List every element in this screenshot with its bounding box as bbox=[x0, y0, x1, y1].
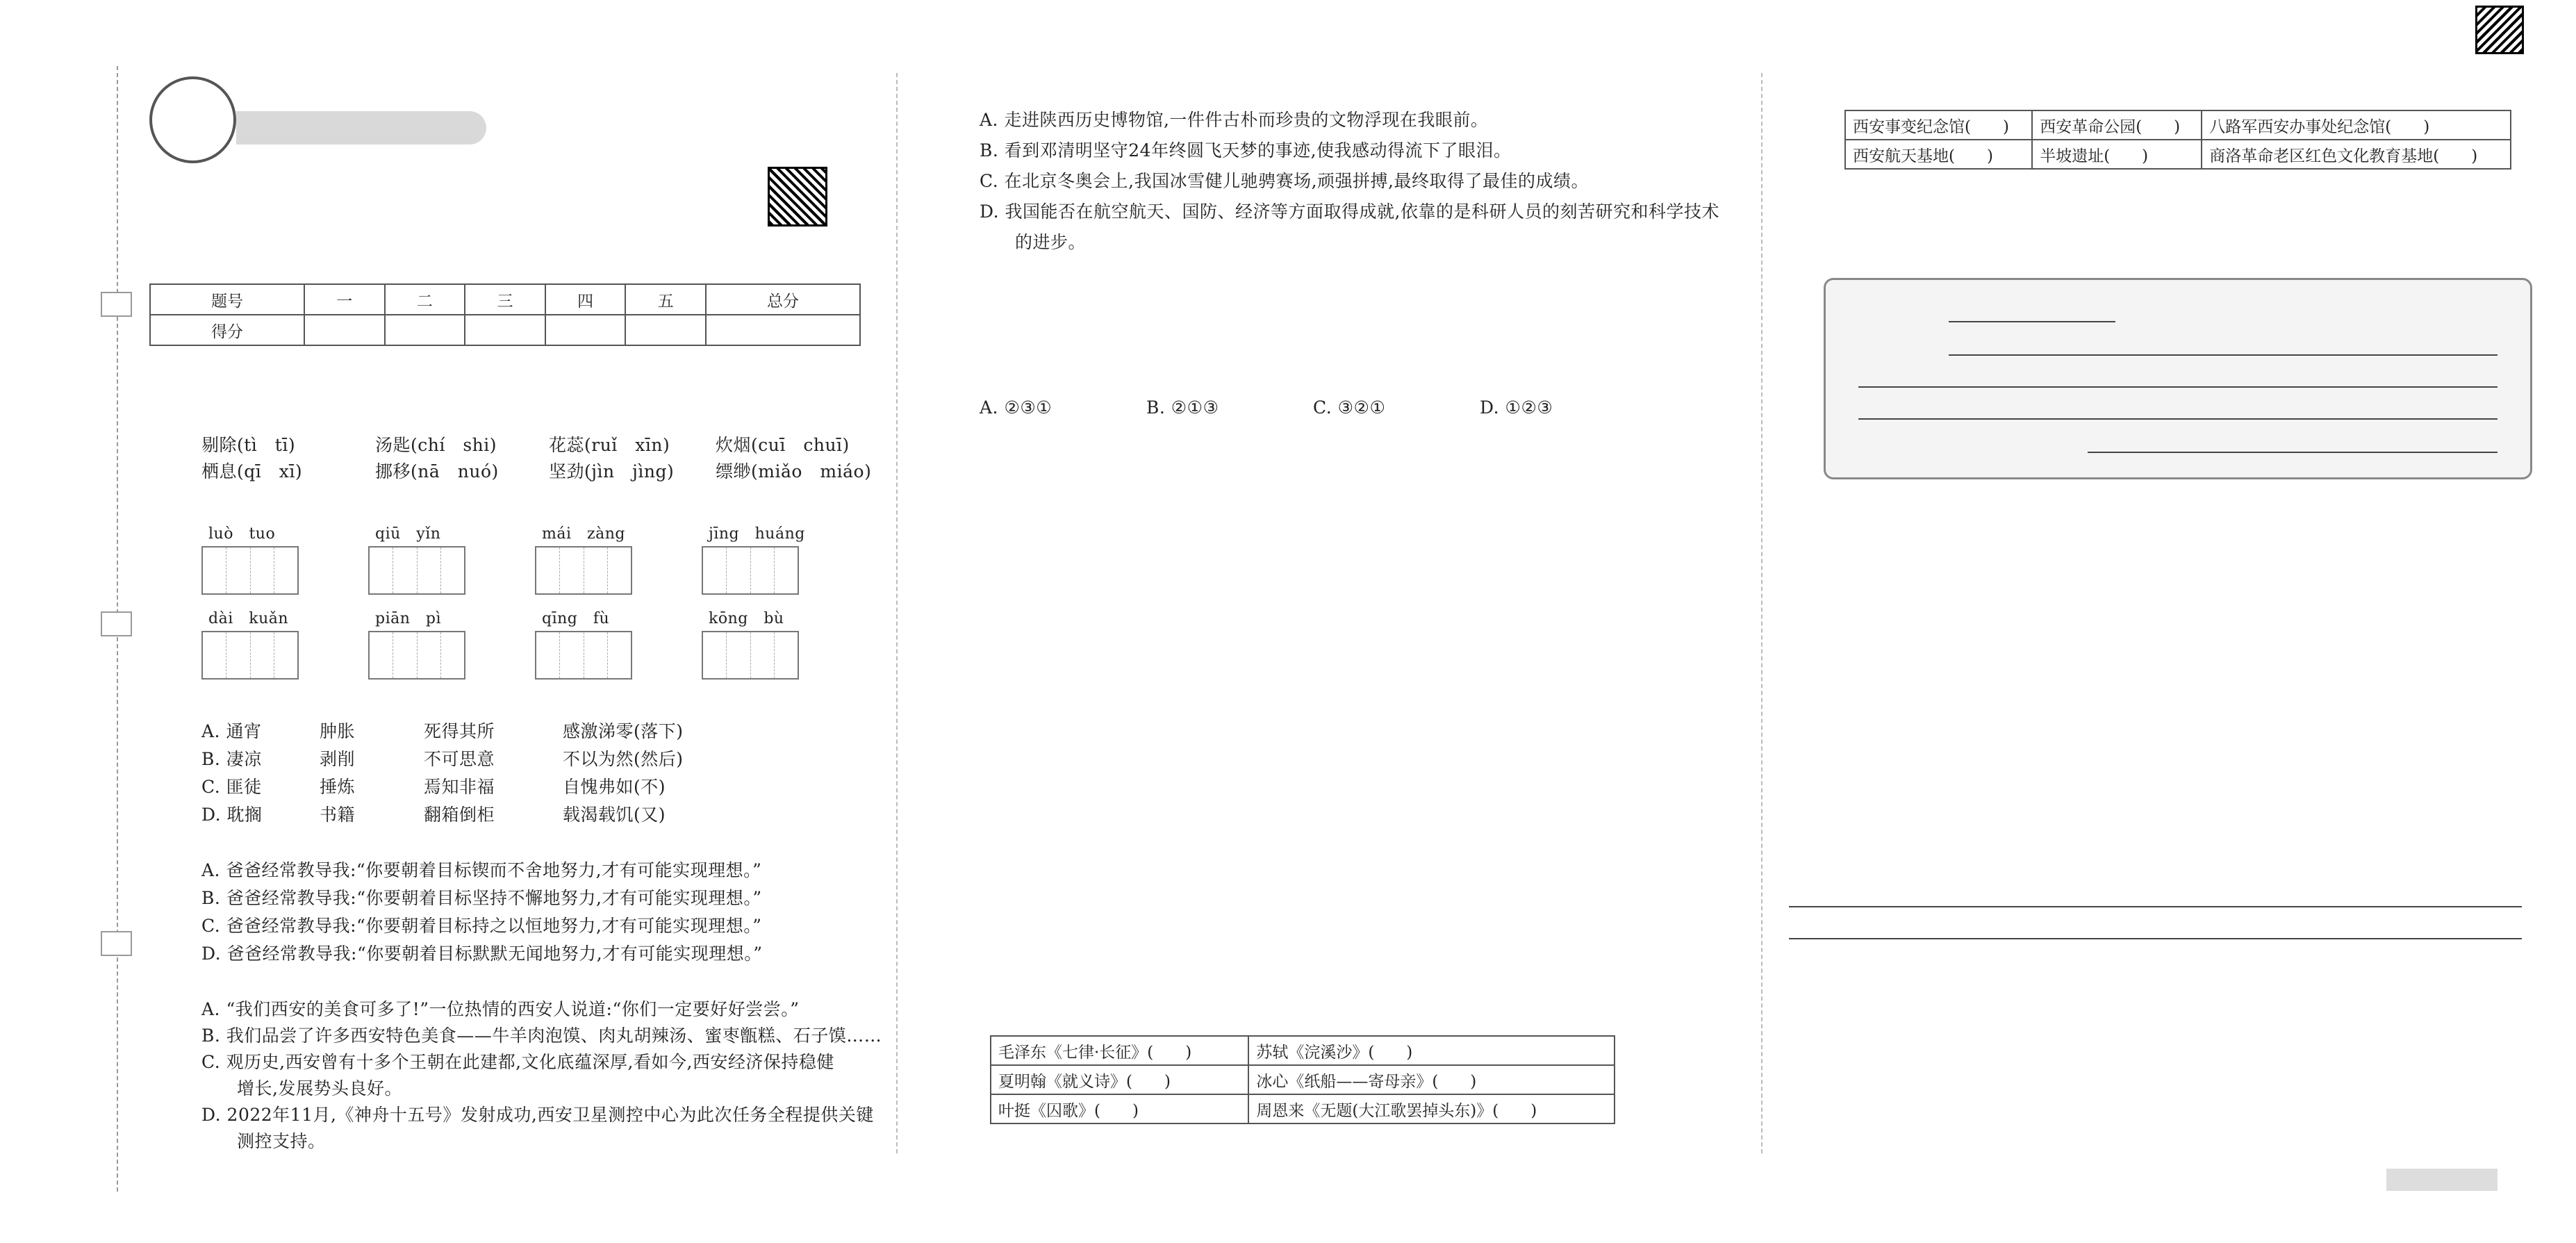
grid-cell[interactable] bbox=[560, 632, 584, 678]
answer-line[interactable] bbox=[1789, 938, 2522, 939]
score-input-cell[interactable] bbox=[304, 315, 385, 345]
bases-table bbox=[1844, 110, 2511, 170]
q5-option: D. 2022年11月,《神舟十五号》发射成功,西安卫星测控中心为此次任务全程提供关键 bbox=[201, 1105, 874, 1125]
page-1 bbox=[0, 0, 896, 1243]
page-2 bbox=[896, 0, 1761, 1243]
grid-cell[interactable] bbox=[441, 632, 464, 678]
grid-cell[interactable] bbox=[274, 548, 297, 593]
base-cell[interactable]: 西安事变纪念馆( ) bbox=[1845, 110, 2032, 140]
q3-option: 剥削 bbox=[320, 749, 356, 769]
seal-mark bbox=[101, 611, 132, 636]
person-answer-line[interactable] bbox=[1949, 321, 2115, 322]
q5-option: C. 观历史,西安曾有十多个王朝在此建都,文化底蕴深厚,看如今,西安经济保持稳健 bbox=[201, 1052, 834, 1072]
pinyin-label: mái zàng bbox=[542, 525, 625, 543]
q1-item: 炊烟(cuī chuī) bbox=[716, 435, 850, 455]
grid-cell[interactable] bbox=[775, 632, 798, 678]
q5-option: 测控支持。 bbox=[201, 1131, 326, 1151]
score-header-cell: 题号 bbox=[150, 284, 304, 315]
writing-grid[interactable] bbox=[368, 546, 465, 595]
poem-cell[interactable]: 冰心《纸船——寄母亲》( ) bbox=[1248, 1065, 1615, 1094]
base-row bbox=[1845, 140, 2511, 169]
grid-cell[interactable] bbox=[584, 632, 608, 678]
poem-answer-line[interactable] bbox=[2088, 452, 2497, 453]
score-header-cell: 一 bbox=[304, 284, 385, 315]
base-cell[interactable]: 八路军西安办事处纪念馆( ) bbox=[2202, 110, 2511, 140]
q1-item: 坚劲(jìn jìng) bbox=[549, 461, 675, 481]
q3-option: 自愧弗如(不) bbox=[563, 777, 666, 797]
poem-cell[interactable]: 周恩来《无题(大江歌罢掉头东)》( ) bbox=[1248, 1094, 1615, 1123]
answer-scroll bbox=[1824, 278, 2532, 479]
grid-cell[interactable] bbox=[226, 632, 250, 678]
pinyin-label: qiū yǐn bbox=[375, 525, 441, 543]
pinyin-label: qīng fù bbox=[542, 610, 610, 627]
q6-option: 的进步。 bbox=[980, 232, 1087, 252]
base-cell[interactable]: 西安航天基地( ) bbox=[1845, 140, 2032, 169]
grid-cell[interactable] bbox=[418, 548, 441, 593]
q1-item: 缥缈(miǎo miáo) bbox=[716, 461, 872, 481]
poem-cell[interactable]: 毛泽东《七律·长征》( ) bbox=[991, 1036, 1248, 1065]
q6-option: A. 走进陕西历史博物馆,一件件古朴而珍贵的文物浮现在我眼前。 bbox=[980, 110, 1489, 130]
q4-option: A. 爸爸经常教导我:“你要朝着目标锲而不舍地努力,才有可能实现理想。” bbox=[201, 860, 762, 880]
grid-cell[interactable] bbox=[393, 548, 417, 593]
poem-cell[interactable]: 夏明翰《就义诗》( ) bbox=[991, 1065, 1248, 1094]
page-3 bbox=[1761, 0, 2576, 1243]
grid-cell[interactable] bbox=[608, 632, 631, 678]
grid-cell[interactable] bbox=[703, 632, 727, 678]
q1-item: 汤匙(chí shi) bbox=[375, 435, 497, 455]
grid-cell[interactable] bbox=[536, 632, 560, 678]
score-header-cell: 总分 bbox=[706, 284, 860, 315]
grid-cell[interactable] bbox=[393, 632, 417, 678]
grid-cell[interactable] bbox=[584, 548, 608, 593]
base-cell[interactable]: 商洛革命老区红色文化教育基地( ) bbox=[2202, 140, 2511, 169]
score-input-cell[interactable] bbox=[385, 315, 465, 345]
q1-item: 剔除(tì tī) bbox=[201, 435, 296, 455]
event-answer-line-2[interactable] bbox=[1858, 386, 2497, 388]
q3-option: 翻箱倒柜 bbox=[424, 805, 495, 825]
q5-option: 增长,发展势头良好。 bbox=[201, 1078, 402, 1098]
grid-cell[interactable] bbox=[703, 548, 727, 593]
q5-option: A. “我们西安的美食可多了!”一位热情的西安人说道:“你们一定要好好尝尝。” bbox=[201, 999, 800, 1019]
score-header-cell: 五 bbox=[625, 284, 706, 315]
grid-cell[interactable] bbox=[370, 632, 393, 678]
event-answer-line-3[interactable] bbox=[1858, 418, 2497, 420]
q3-option: A. 通宵 bbox=[201, 721, 262, 741]
q7-option: B. ②①③ bbox=[1146, 397, 1219, 418]
q4-option: C. 爸爸经常教导我:“你要朝着目标持之以恒地努力,才有可能实现理想。” bbox=[201, 916, 762, 936]
poems-table bbox=[990, 1035, 1615, 1124]
poem-cell[interactable]: 苏轼《浣溪沙》( ) bbox=[1248, 1036, 1615, 1065]
q4-option: B. 爸爸经常教导我:“你要朝着目标坚持不懈地努力,才有可能实现理想。” bbox=[201, 888, 762, 908]
poem-cell[interactable]: 叶挺《囚歌》( ) bbox=[991, 1094, 1248, 1123]
score-input-cell[interactable] bbox=[706, 315, 860, 345]
writing-grid[interactable] bbox=[368, 631, 465, 680]
grid-cell[interactable] bbox=[370, 548, 393, 593]
writing-grid[interactable] bbox=[201, 546, 299, 595]
q6-option: C. 在北京冬奥会上,我国冰雪健儿驰骋赛场,顽强拼搏,最终取得了最佳的成绩。 bbox=[980, 171, 1589, 191]
grid-cell[interactable] bbox=[727, 632, 750, 678]
grid-cell[interactable] bbox=[274, 632, 297, 678]
writing-grid[interactable] bbox=[201, 631, 299, 680]
grid-cell[interactable] bbox=[751, 548, 775, 593]
q7-option: C. ③②① bbox=[1313, 397, 1386, 418]
base-cell[interactable]: 半坡遗址( ) bbox=[2032, 140, 2202, 169]
q1-item: 挪移(nā nuó) bbox=[375, 461, 499, 481]
score-table bbox=[149, 283, 861, 346]
q1-item: 栖息(qī xī) bbox=[201, 461, 303, 481]
score-header-cell: 四 bbox=[545, 284, 626, 315]
q3-option: 载渴载饥(又) bbox=[563, 805, 666, 825]
score-input-cell[interactable] bbox=[625, 315, 706, 345]
pinyin-label: piān pì bbox=[375, 610, 442, 627]
answer-line[interactable] bbox=[1789, 906, 2522, 907]
q3-option: B. 凄凉 bbox=[201, 749, 262, 769]
pinyin-label: luò tuo bbox=[208, 525, 276, 543]
q1-item: 花蕊(ruǐ xīn) bbox=[549, 435, 670, 455]
q3-option: 死得其所 bbox=[424, 721, 495, 741]
writing-grid[interactable] bbox=[702, 631, 799, 680]
q3-option: 捶炼 bbox=[320, 777, 356, 797]
base-row bbox=[1845, 110, 2511, 140]
qr-code-icon[interactable] bbox=[2475, 6, 2524, 54]
grid-cell[interactable] bbox=[203, 548, 226, 593]
grid-cell[interactable] bbox=[751, 632, 775, 678]
q7-option: D. ①②③ bbox=[1480, 397, 1553, 418]
q6-option: D. 我国能否在航空航天、国防、经济等方面取得成就,依靠的是科研人员的刻苦研究和科学技术 bbox=[980, 201, 1719, 222]
q6-option: B. 看到邓清明坚守24年终圆飞天梦的事迹,使我感动得流下了眼泪。 bbox=[980, 140, 1512, 160]
pinyin-label: kōng bù bbox=[709, 610, 784, 627]
q3-option: D. 耽搁 bbox=[201, 805, 263, 825]
grid-cell[interactable] bbox=[251, 548, 274, 593]
grid-cell[interactable] bbox=[775, 548, 798, 593]
pinyin-label: dài kuǎn bbox=[208, 610, 289, 627]
grid-cell[interactable] bbox=[251, 632, 274, 678]
paper-badge bbox=[2386, 1169, 2497, 1191]
score-row-label: 得分 bbox=[150, 315, 304, 345]
event-answer-line[interactable] bbox=[1949, 354, 2497, 356]
score-header-cell: 二 bbox=[385, 284, 465, 315]
score-input-cell[interactable] bbox=[545, 315, 626, 345]
pinyin-label: jīng huáng bbox=[709, 525, 805, 543]
grid-cell[interactable] bbox=[727, 548, 750, 593]
grid-cell[interactable] bbox=[418, 632, 441, 678]
q3-option: C. 匪徒 bbox=[201, 777, 262, 797]
grid-cell[interactable] bbox=[203, 632, 226, 678]
score-header-cell: 三 bbox=[465, 284, 545, 315]
q3-option: 焉知非福 bbox=[424, 777, 495, 797]
q3-option: 书籍 bbox=[320, 805, 356, 825]
logo-badge bbox=[149, 76, 236, 163]
q5-option: B. 我们品尝了许多西安特色美食——牛羊肉泡馍、肉丸胡辣汤、蜜枣甑糕、石子馍…… bbox=[201, 1026, 882, 1046]
seal-mark bbox=[101, 292, 132, 317]
q7-option: A. ②③① bbox=[980, 397, 1052, 418]
q3-option: 不以为然(然后) bbox=[563, 749, 684, 769]
grid-cell[interactable] bbox=[226, 548, 250, 593]
writing-grid[interactable] bbox=[702, 546, 799, 595]
q4-option: D. 爸爸经常教导我:“你要朝着目标默默无闻地努力,才有可能实现理想。” bbox=[201, 944, 763, 964]
qr-code-icon bbox=[768, 167, 827, 227]
grid-cell[interactable] bbox=[560, 548, 584, 593]
poem-row bbox=[991, 1065, 1615, 1094]
base-cell[interactable]: 西安革命公园( ) bbox=[2032, 110, 2202, 140]
score-input-cell[interactable] bbox=[465, 315, 545, 345]
grid-cell[interactable] bbox=[608, 548, 631, 593]
q3-option: 感激涕零(落下) bbox=[563, 721, 684, 741]
poem-row bbox=[991, 1094, 1615, 1123]
writing-grid[interactable] bbox=[535, 546, 632, 595]
q3-option: 不可思意 bbox=[424, 749, 495, 769]
grid-cell[interactable] bbox=[441, 548, 464, 593]
seal-mark bbox=[101, 931, 132, 956]
poem-row bbox=[991, 1036, 1615, 1065]
banner bbox=[236, 111, 486, 145]
q3-option: 肿胀 bbox=[320, 721, 356, 741]
grid-cell[interactable] bbox=[536, 548, 560, 593]
writing-grid[interactable] bbox=[535, 631, 632, 680]
